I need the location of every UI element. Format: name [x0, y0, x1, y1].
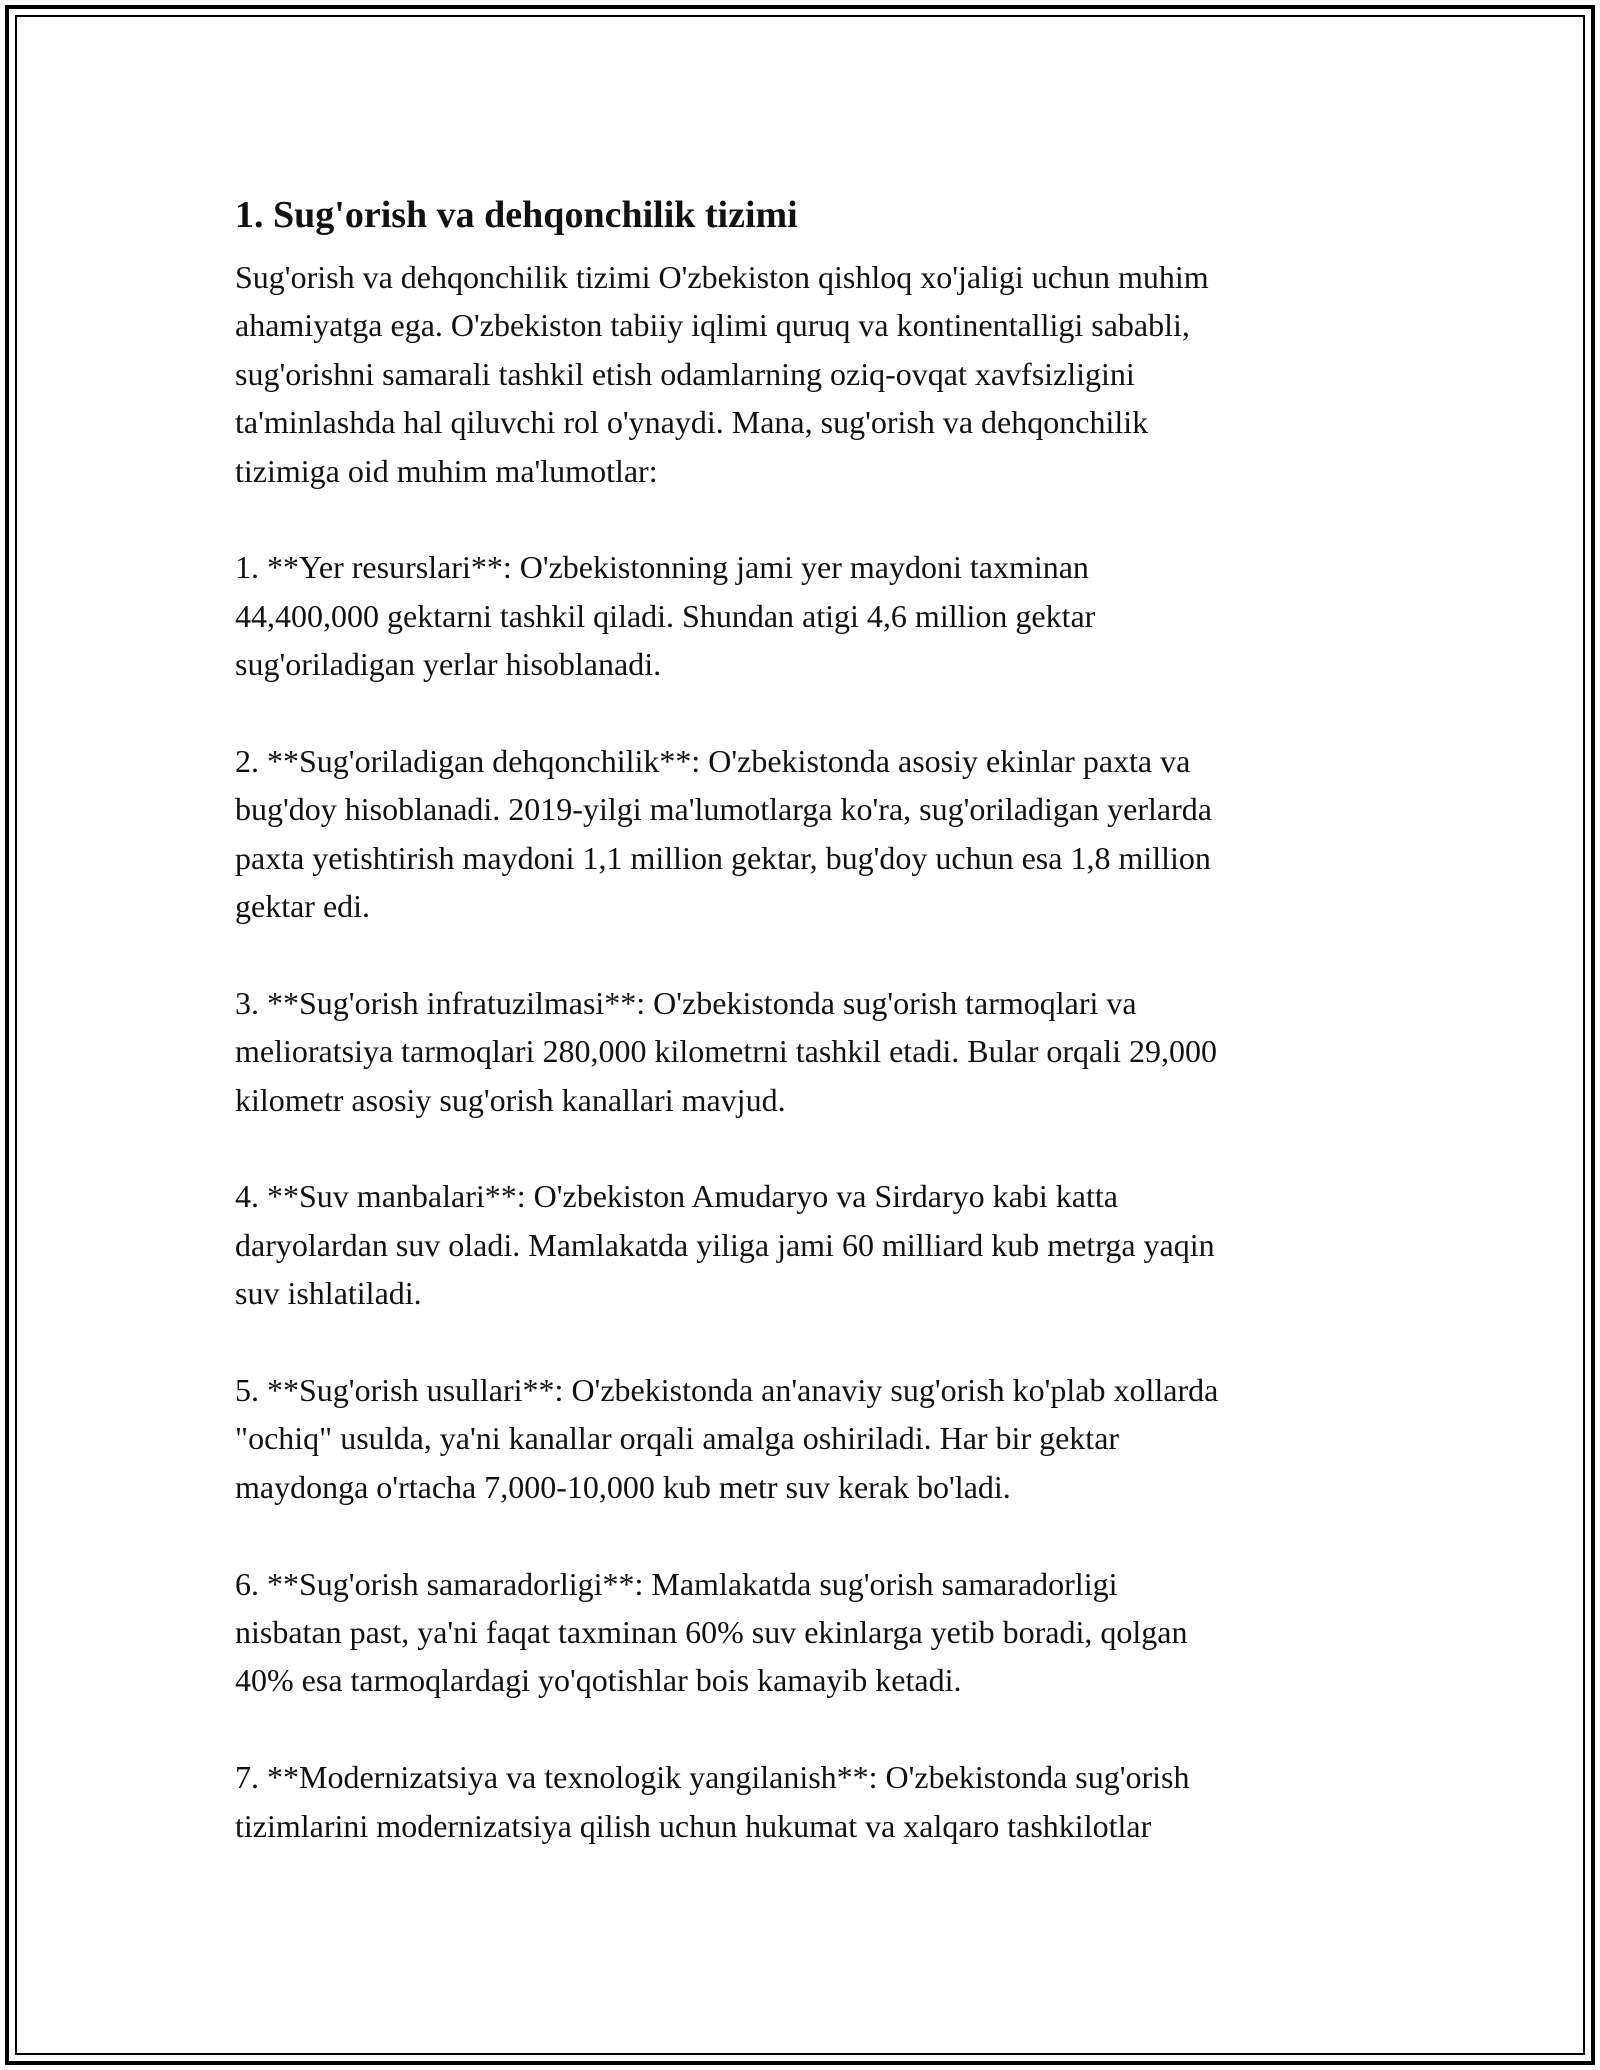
text-line: tizimiga oid muhim ma'lumotlar: — [235, 452, 658, 489]
text-line: tizimlarini modernizatsiya qilish uchun hukumat va xalqaro tashkilotlar — [235, 1807, 1152, 1844]
text-line: nisbatan past, ya'ni faqat taxminan 60% suv ekinlarga yetib boradi, qolgan — [235, 1613, 1188, 1650]
document-body — [235, 253, 1365, 1850]
text-line: 7. **Modernizatsiya va texnologik yangilanish**: O'zbekistonda sug'orish — [235, 1759, 1190, 1796]
text-line: 6. **Sug'orish samaradorligi**: Mamlakatda sug'orish samaradorligi — [235, 1565, 1118, 1602]
text-line: 1. **Yer resurslari**: O'zbekistonning jami yer maydoni taxminan — [235, 549, 1089, 586]
text-line: maydonga o'rtacha 7,000-10,000 kub metr suv kerak bo'ladi. — [235, 1468, 1011, 1505]
text-line: sug'orishni samarali tashkil etish odamlarning oziq-ovqat xavfsizligini — [235, 355, 1135, 392]
text-line: daryolardan suv oladi. Mamlakatda yiliga jami 60 milliard kub metrga yaqin — [235, 1226, 1215, 1263]
paragraph-gap — [235, 495, 1365, 543]
paragraph-gap — [235, 1705, 1365, 1753]
text-line: 3. **Sug'orish infratuzilmasi**: O'zbekistonda sug'orish tarmoqlari va — [235, 984, 1137, 1021]
paragraph-gap — [235, 930, 1365, 978]
paragraph-gap — [235, 689, 1365, 737]
text-line: 4. **Suv manbalari**: O'zbekiston Amudaryo va Sirdaryo kabi katta — [235, 1178, 1118, 1215]
text-line: 44,400,000 gektarni tashkil qiladi. Shundan atigi 4,6 million gektar — [235, 597, 1096, 634]
document-title: 1. Sug'orish va dehqonchilik tizimi — [235, 194, 798, 236]
text-line: Sug'orish va dehqonchilik tizimi O'zbekiston qishloq xo'jaligi uchun muhim — [235, 259, 1209, 295]
text-line: "ochiq" usulda, ya'ni kanallar orqali amalga oshiriladi. Har bir gektar — [235, 1420, 1120, 1457]
text-line: bug'doy hisoblanadi. 2019-yilgi ma'lumotlarga ko'ra, sug'oriladigan yerlarda — [235, 791, 1212, 828]
text-line: 5. **Sug'orish usullari**: O'zbekistonda an'anaviy sug'orish ko'plab xollarda — [235, 1371, 1219, 1408]
text-line: sug'oriladigan yerlar hisoblanadi. — [235, 646, 662, 683]
document-content — [235, 187, 1365, 1850]
text-line: gektar edi. — [235, 888, 371, 925]
text-line: 40% esa tarmoqlardagi yo'qotishlar bois kamayib ketadi. — [235, 1662, 962, 1699]
text-line: paxta yetishtirish maydoni 1,1 million gektar, bug'doy uchun esa 1,8 million — [235, 839, 1211, 876]
text-line: suv ishlatiladi. — [235, 1275, 422, 1312]
text-line: 2. **Sug'oriladigan dehqonchilik**: O'zbekistonda asosiy ekinlar paxta va — [235, 742, 1191, 779]
text-line: kilometr asosiy sug'orish kanallari mavjud. — [235, 1081, 786, 1118]
text-line: melioratsiya tarmoqlari 280,000 kilometrni tashkil etadi. Bular orqali 29,000 — [235, 1033, 1218, 1070]
text-line: ahamiyatga ega. O'zbekiston tabiiy iqlimi quruq va kontinentalligi sababli, — [235, 307, 1190, 344]
paragraph-gap — [235, 1124, 1365, 1172]
paragraph-gap — [235, 1511, 1365, 1559]
text-line: ta'minlashda hal qiluvchi rol o'ynaydi. Mana, sug'orish va dehqonchilik — [235, 404, 1149, 441]
paragraph-gap — [235, 1318, 1365, 1366]
